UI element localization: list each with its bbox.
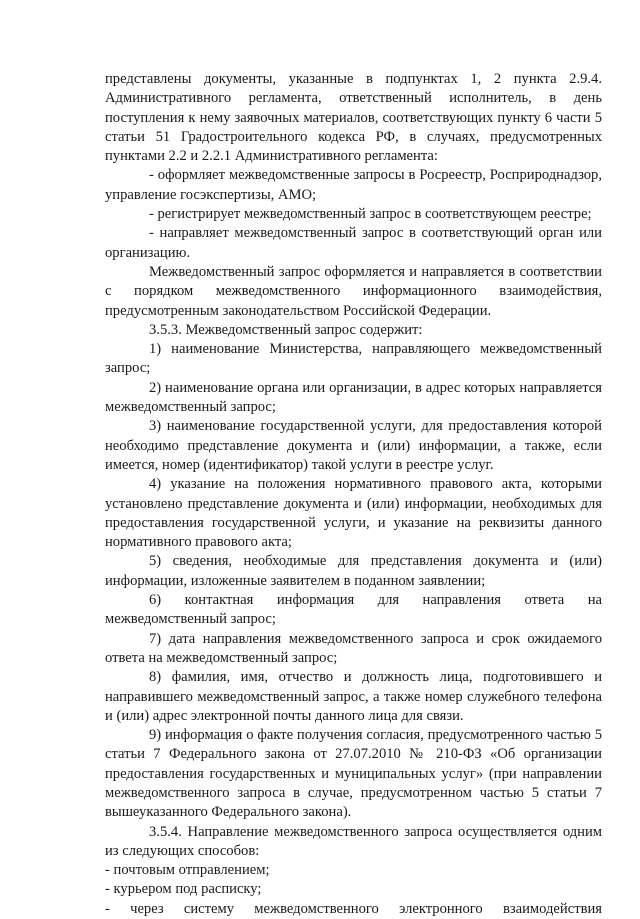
paragraph-intro: представлены документы, указанные в подпунктах 1, 2 пункта 2.9.4. Административного регламента, ответственный исполнитель, в день поступления к нему заявочных материалов, соответствующих пункту 6 части 5 статьи 51 Градостроительного кодекса РФ, в случаях, предусмотренных пунктами 2.2 и 2.2.1 Административного регламента: (105, 71, 602, 165)
list-item-registers-request: - регистрирует межведомственный запрос в соответствующем реестре; (149, 206, 592, 223)
request-content-item-4: 4) указание на положения нормативного правового акта, которыми установлено представление документа и (или) информации, необходимых для предоставления государственной услуги, и указание на реквизиты данного нормативного правового акта; (105, 476, 602, 551)
request-content-item-2: 2) наименование органа или организации, в адрес которых направляется межведомственный запрос; (105, 379, 602, 416)
request-content-item-6: 6) контактная информация для направления ответа на межведомственный запрос; (105, 592, 602, 628)
list-item-sends-request: - направляет межведомственный запрос в соответствующий орган или организацию. (105, 225, 602, 261)
list-item-prepares-requests: - оформляет межведомственные запросы в Росреестр, Росприроднадзор, управление госэкспертизы, АМО; (105, 167, 602, 203)
request-content-item-5: 5) сведения, необходимые для представления документа и (или) информации, изложенные заявителем в поданном заявлении; (105, 553, 602, 589)
request-content-item-3: 3) наименование государственной услуги, для предоставления которой необходимо представление документа и (или) информации, а также, если имеется, номер (идентификатор) такой услуги в реестре услуг. (105, 418, 602, 473)
section-heading-3-5-4: 3.5.4. Направление межведомственного запроса осуществляется одним из следующих способов: (105, 823, 602, 859)
request-content-item-8: 8) фамилия, имя, отчество и должность лица, подготовившего и направившего межведомственный запрос, а также номер служебного телефона и (или) адрес электронной почты данного лица для связи. (105, 669, 602, 724)
request-content-item-1: 1) наименование Министерства, направляющего межведомственный запрос; (105, 341, 602, 377)
paragraph-request-procedure: Межведомственный запрос оформляется и направляется в соответствии с порядком межведомственного информационного взаимодействия, предусмотренным законодательством Российской Федерации. (105, 263, 602, 319)
document-body (105, 70, 602, 919)
section-heading-3-5-3: 3.5.3. Межведомственный запрос содержит: (149, 321, 423, 338)
method-item-electronic: - через систему межведомственного электронного взаимодействия (105, 900, 602, 917)
request-content-item-9: 9) информация о факте получения согласия, предусмотренного частью 5 статьи 7 Федерального закона от 27.07.2010 № 210-ФЗ «Об организации предоставления государственных и муниципальных услуг» (при направлении межведомственного запроса в случае, предусмотренном частью 5 статьи 7 вышеуказанного Федерального закона). (105, 727, 602, 821)
method-item-post: - почтовым отправлением; (105, 862, 270, 879)
request-content-item-7: 7) дата направления межведомственного запроса и срок ожидаемого ответа на межведомственный запрос; (105, 630, 602, 666)
method-item-courier: - курьером под расписку; (105, 881, 262, 898)
